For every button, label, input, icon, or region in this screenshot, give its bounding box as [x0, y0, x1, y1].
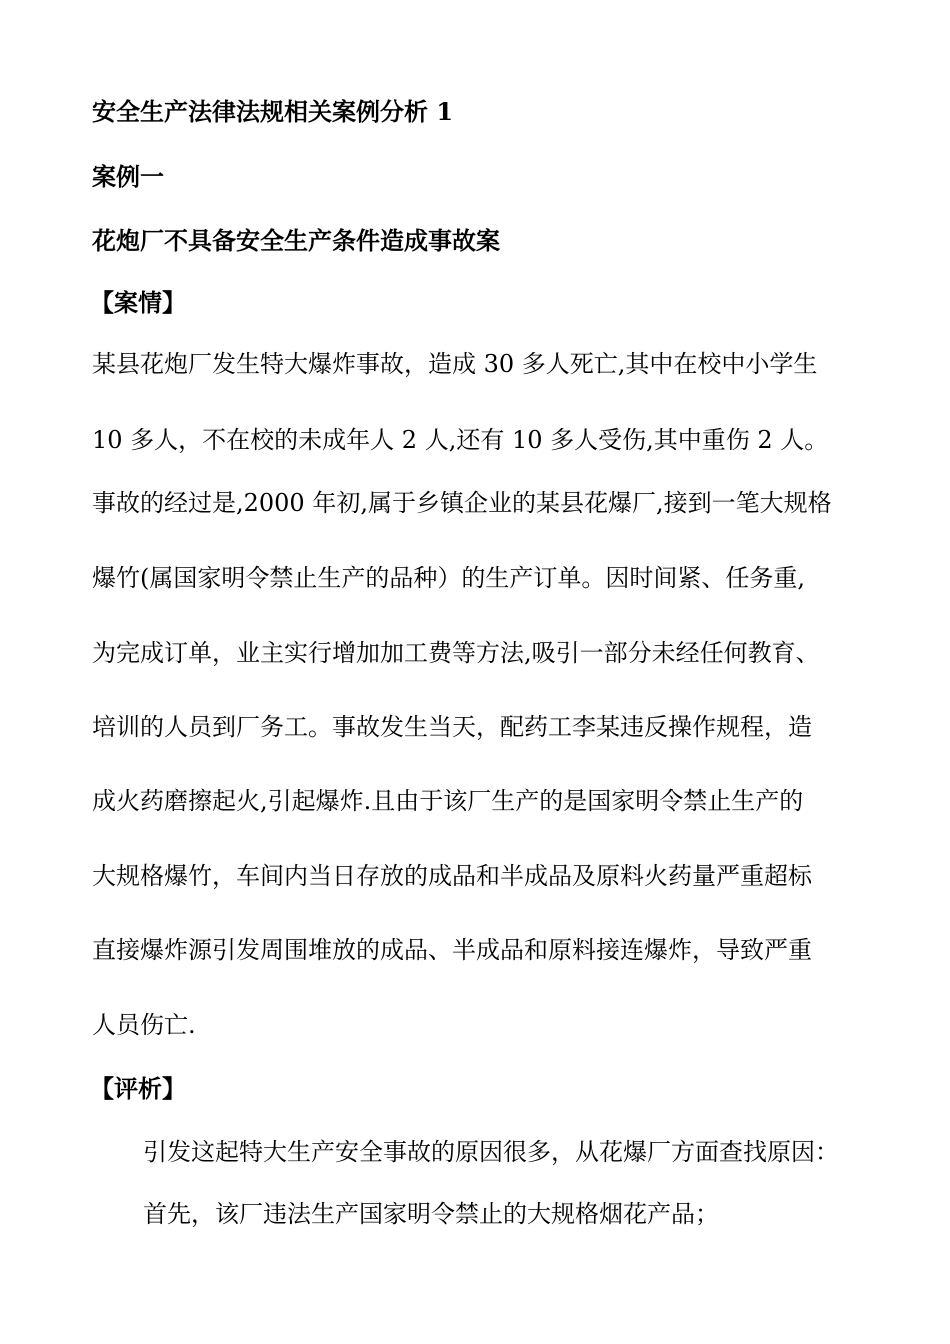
facts-line: 为完成订单，业主实行增加加工费等方法,吸引一部分未经任何教育、 — [92, 639, 820, 667]
facts-line: 事故的经过是,2000 年初,属于乡镇企业的某县花爆厂,接到一笔大规格 — [92, 489, 832, 517]
facts-line: 成火药磨擦起火,引起爆炸.且由于该厂生产的是国家明令禁止生产的 — [92, 787, 804, 815]
facts-line: 10 多人，不在校的未成年人 2 人,还有 10 多人受伤,其中重伤 2 人。 — [92, 426, 829, 454]
facts-line: 直接爆炸源引发周围堆放的成品、半成品和原料接连爆炸，导致严重 — [92, 936, 812, 964]
facts-line: 某县花炮厂发生特大爆炸事故，造成 30 多人死亡,其中在校中小学生 — [92, 350, 818, 378]
facts-line: 培训的人员到厂务工。事故发生当天，配药工李某违反操作规程，造 — [92, 713, 812, 741]
facts-line: 人员伤亡. — [92, 1011, 196, 1039]
analysis-heading: 【评析】 — [90, 1074, 186, 1103]
facts-heading: 【案情】 — [90, 288, 186, 317]
case-label: 案例一 — [92, 162, 164, 191]
analysis-line: 首先，该厂违法生产国家明令禁止的大规格烟花产品； — [143, 1200, 719, 1228]
case-title: 花炮厂不具备安全生产条件造成事故案 — [92, 226, 500, 255]
document-title: 安全生产法律法规相关案例分析 1 — [92, 97, 454, 126]
analysis-line: 引发这起特大生产安全事故的原因很多，从花爆厂方面查找原因： — [143, 1138, 839, 1166]
facts-line: 爆竹(属国家明令禁止生产的品种）的生产订单。因时间紧、任务重, — [92, 564, 805, 592]
facts-line: 大规格爆竹，车间内当日存放的成品和半成品及原料火药量严重超标 — [92, 862, 812, 890]
